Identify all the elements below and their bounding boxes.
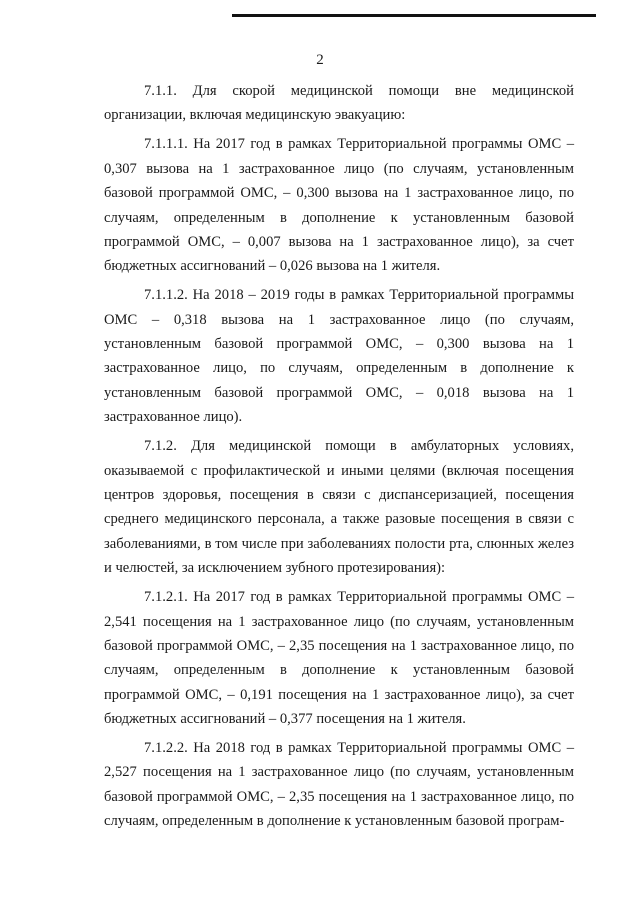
paragraph-7-1-1: 7.1.1. Для скорой медицинской помощи вне медицинской организации, включая медицинскую эвакуацию: [104,83,574,124]
paragraph-7-1-1-1: 7.1.1.1. На 2017 год в рамках Территориальной программы ОМС – 0,307 вызова на 1 застрахованное лицо (по случаям, установленным базовой программой ОМС, – 0,300 вызова на 1 застрахованное лицо, по случаям, определенным в дополнение к установленным базовой программой ОМС, – 0,007 вызова на 1 застрахованное лицо), за счет бюджетных ассигнований – 0,026 вызова на 1 жителя. [104,136,574,275]
header-rule [232,14,596,17]
document-body [104,79,574,834]
paragraph-7-1-2-2: 7.1.2.2. На 2018 год в рамках Территориальной программы ОМС – 2,527 посещения на 1 застрахованное лицо (по случаям, установленным базовой программой ОМС, – 2,35 посещения на 1 застрахованное лицо, по случаям, определенным в дополнение к установленным базовой програм- [104,740,574,830]
paragraph-7-1-1-2: 7.1.1.2. На 2018 – 2019 годы в рамках Территориальной программы ОМС – 0,318 вызова на 1 застрахованное лицо (по случаям, установленным базовой программой ОМС, – 0,300 вызова на 1 застрахованное лицо, по случаям, определенным в дополнение к установленным базовой программой ОМС, – 0,018 вызова на 1 застрахованное лицо). [104,287,574,426]
paragraph-7-1-2: 7.1.2. Для медицинской помощи в амбулаторных условиях, оказываемой с профилактической и иными целями (включая посещения центров здоровья, посещения в связи с диспансеризацией, посещения среднего медицинского персонала, а также разовые посещения в связи с заболеваниями, в том числе при заболеваниях полости рта, слюнных желез и челюстей, за исключением зубного протезирования): [104,438,574,577]
paragraph-7-1-2-1: 7.1.2.1. На 2017 год в рамках Территориальной программы ОМС – 2,541 посещения на 1 застрахованное лицо (по случаям, установленным базовой программой ОМС, – 2,35 посещения на 1 застрахованное лицо, по случаям, определенным в дополнение к установленным базовой программой ОМС, – 0,191 посещения на 1 застрахованное лицо), за счет бюджетных ассигнований – 0,377 посещения на 1 жителя. [104,589,574,728]
page-number: 2 [316,52,324,68]
